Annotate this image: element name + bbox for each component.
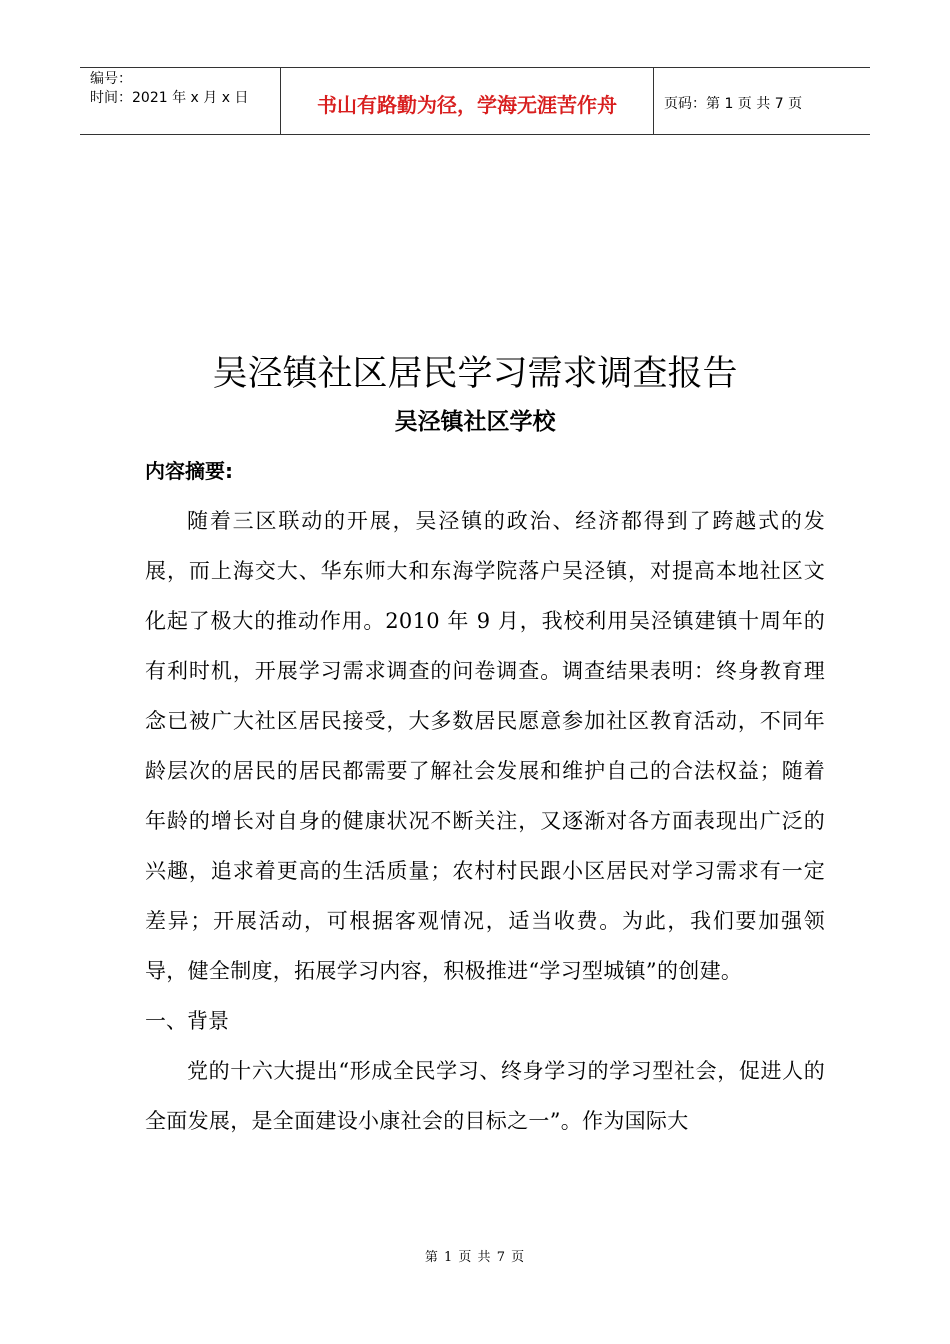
time-label: 时间：2021 年 x 月 x 日 [90,90,249,106]
abstract-paragraph: 随着三区联动的开展，吴泾镇的政治、经济都得到了跨越式的发展，而上海交大、华东师大和东海学院落户吴泾镇，对提高本地社区文化起了极大的推动作用。2010 年 9 月，我校利用吴泾镇建镇十周年的有利时机，开展学习需求调查的问卷调查。调查结果表明：终身教育理念已被广大社区居民接受，大多数居民愿意参加社区教育活动，不同年龄层次的居民的居民都需要了解社会发展和维护自己的合法权益；随着年龄的增长对自身的健康状况不断关注，又逐渐对各方面表现出广泛的兴趣，追求着更高的生活质量；农村村民跟小区居民对学习需求有一定差异；开展活动，可根据客观情况，适当收费。为此，我们要加强领导，健全制度，拓展学习内容，积极推进“学习型城镇”的创建。 [145,509,825,983]
abstract-heading: 内容摘要: [145,459,233,483]
header-meta [80,68,281,134]
section-heading-background: 一、背景 [145,1009,229,1033]
page-footer: 第 1 页 共 7 页 [424,1250,526,1265]
document-subtitle: 吴泾镇社区学校 [394,409,556,435]
header-motto: 书山有路勤为径，学海无涯苦作舟 [281,68,654,134]
background-paragraph: 党的十六大提出“形成全民学习、终身学习的学习型社会，促进人的全面发展，是全面建设小康社会的目标之一”。作为国际大 [145,1059,825,1133]
document-header [80,67,870,135]
document-body [145,446,825,1146]
number-label: 编号： [90,71,132,87]
header-page-info: 页码：第 1 页 共 7 页 [664,96,803,112]
document-title: 吴泾镇社区居民学习需求调查报告 [212,354,738,394]
